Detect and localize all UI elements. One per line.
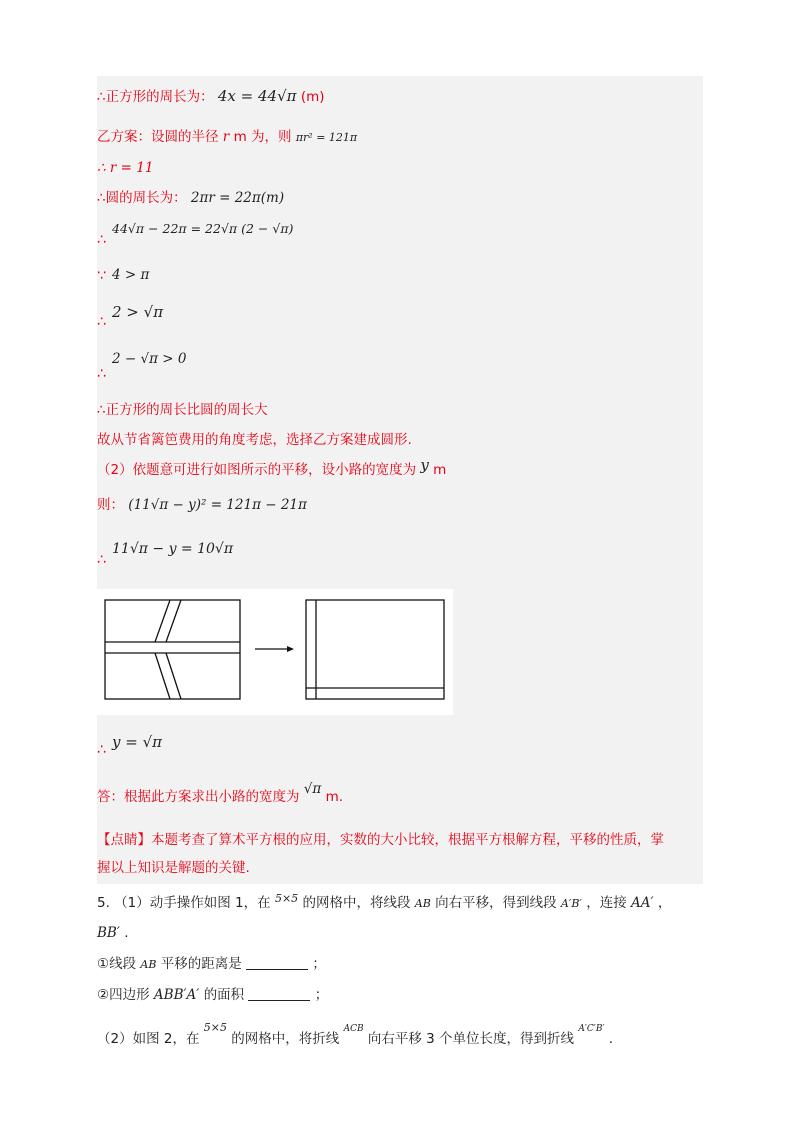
problem5-text-a: 5. （1）动手操作如图 1，在 — [97, 895, 271, 911]
part-2-text-a: （2）如图 2，在 — [97, 1031, 200, 1047]
question-1-end: ； — [312, 956, 326, 972]
therefore-symbol-4: ∴ — [97, 552, 106, 568]
radius-var: r — [222, 129, 230, 145]
therefore-symbol-3: ∴ — [97, 366, 106, 382]
perimeter-square-label: ∴正方形的周长为： — [97, 89, 214, 105]
part-2-text-b: 的网格中，将折线 — [231, 1031, 340, 1047]
part2-unit: m — [433, 462, 447, 478]
width-var: y — [420, 456, 429, 474]
circle-area-formula: πr² = 121π — [295, 131, 358, 144]
equation-line — [97, 499, 307, 513]
answer-value: √π — [303, 781, 322, 797]
compare-formula-1: 4 > π — [112, 267, 150, 283]
question-1-line — [97, 958, 326, 972]
problem5-text-b: 的网格中，将线段 — [302, 895, 411, 911]
therefore-symbol-1: ∴ — [97, 232, 106, 248]
problem5-ab-prime: A′B′ — [560, 897, 582, 910]
problem5-text-e: ， — [657, 895, 672, 911]
question-1-blank[interactable] — [246, 969, 308, 970]
part2-text: （2）依题意可进行如图所示的平移，设小路的宽度为 — [97, 462, 417, 478]
question-2-line — [97, 989, 328, 1003]
equation-formula: (11√π − y)² = 121π − 21π — [128, 497, 307, 513]
answer-text: 答：根据此方案求出小路的宽度为 — [97, 789, 300, 805]
because-symbol: ∵ — [97, 268, 106, 284]
problem5-bb-prime: BB′ — [97, 925, 120, 941]
part2-line — [97, 456, 447, 478]
perimeter-square-formula: 4x = 44√π — [217, 87, 297, 105]
difference-formula: 44√π − 22π = 22√π (2 − √π) — [112, 221, 294, 236]
perimeter-square-line — [97, 89, 325, 105]
compare-line-2 — [112, 305, 163, 321]
question-1-text-a: ①线段 — [97, 956, 137, 972]
question-2-text-a: ②四边形 — [97, 987, 150, 1003]
left-field — [105, 600, 240, 699]
unit-m: (m) — [300, 89, 325, 105]
problem5-line-1 — [97, 892, 672, 911]
plan-b-line — [97, 131, 357, 145]
part-2-grid: 5×5 — [203, 1021, 227, 1034]
part-2-acb: ACB — [343, 1024, 364, 1034]
width-result: y = √π — [112, 733, 162, 751]
conclusion-line: ∴正方形的周长比圆的周长大 — [97, 402, 268, 418]
comment-line-1: 【点睛】本题考查了算术平方根的应用，实数的大小比较，根据平方根解方程，平移的性质，掌 — [97, 832, 664, 848]
width-result-line — [112, 735, 162, 751]
radius-result-line — [97, 162, 153, 176]
perimeter-circle-line — [97, 192, 284, 206]
perimeter-circle-formula: 2πr = 22π(m) — [190, 190, 285, 206]
problem5-text-d: ，连接 — [586, 895, 627, 911]
perimeter-circle-label: ∴圆的周长为： — [97, 190, 187, 206]
compare-formula-2: 2 > √π — [112, 303, 164, 321]
right-field — [306, 600, 444, 699]
answer-line — [97, 781, 344, 805]
question-1-text-b: 平移的距离是 — [160, 956, 242, 972]
problem5-line-2 — [97, 927, 129, 941]
question-1-ab: AB — [140, 958, 157, 971]
question-2-text-b: 的面积 — [203, 987, 245, 1003]
answer-unit: m. — [325, 789, 344, 805]
comment-line-2: 握以上知识是解题的关键. — [97, 860, 250, 876]
problem5-text-c: 向右平移，得到线段 — [435, 895, 557, 911]
radius-result: ∴ r = 11 — [97, 160, 154, 176]
arrow-head — [287, 646, 294, 652]
problem5-aa-prime: AA′ — [631, 895, 654, 911]
difference-line — [112, 223, 293, 237]
problem5-grid: 5×5 — [274, 892, 299, 905]
compare-line-1 — [112, 269, 149, 283]
question-2-shape: ABB′A′ — [153, 987, 200, 1003]
therefore-symbol-2: ∴ — [97, 314, 106, 330]
problem5-period: . — [124, 925, 129, 941]
problem5-ab: AB — [414, 897, 431, 910]
equation-result: 11√π − y = 10√π — [112, 541, 234, 557]
translation-diagram — [97, 589, 453, 715]
plan-b-text: 乙方案：设圆的半径 — [97, 129, 219, 145]
equation-label: 则： — [97, 497, 124, 513]
question-2-end: ； — [314, 987, 329, 1003]
equation-result-line — [112, 542, 233, 557]
choice-line: 故从节省篱笆费用的角度考虑，选择乙方案建成圆形. — [97, 432, 412, 448]
translation-figure — [97, 589, 453, 715]
part-2-end: . — [608, 1031, 614, 1047]
therefore-symbol-5: ∴ — [97, 742, 106, 758]
plan-b-text-2: m 为，则 — [233, 129, 292, 145]
compare-formula-3: 2 − √π > 0 — [112, 351, 187, 367]
part-2-text-c: 向右平移 3 个单位长度，得到折线 — [367, 1031, 575, 1047]
part-2-acb-prime: A′C′B′ — [578, 1024, 605, 1034]
compare-line-3 — [112, 353, 186, 367]
question-2-blank[interactable] — [248, 1000, 310, 1001]
